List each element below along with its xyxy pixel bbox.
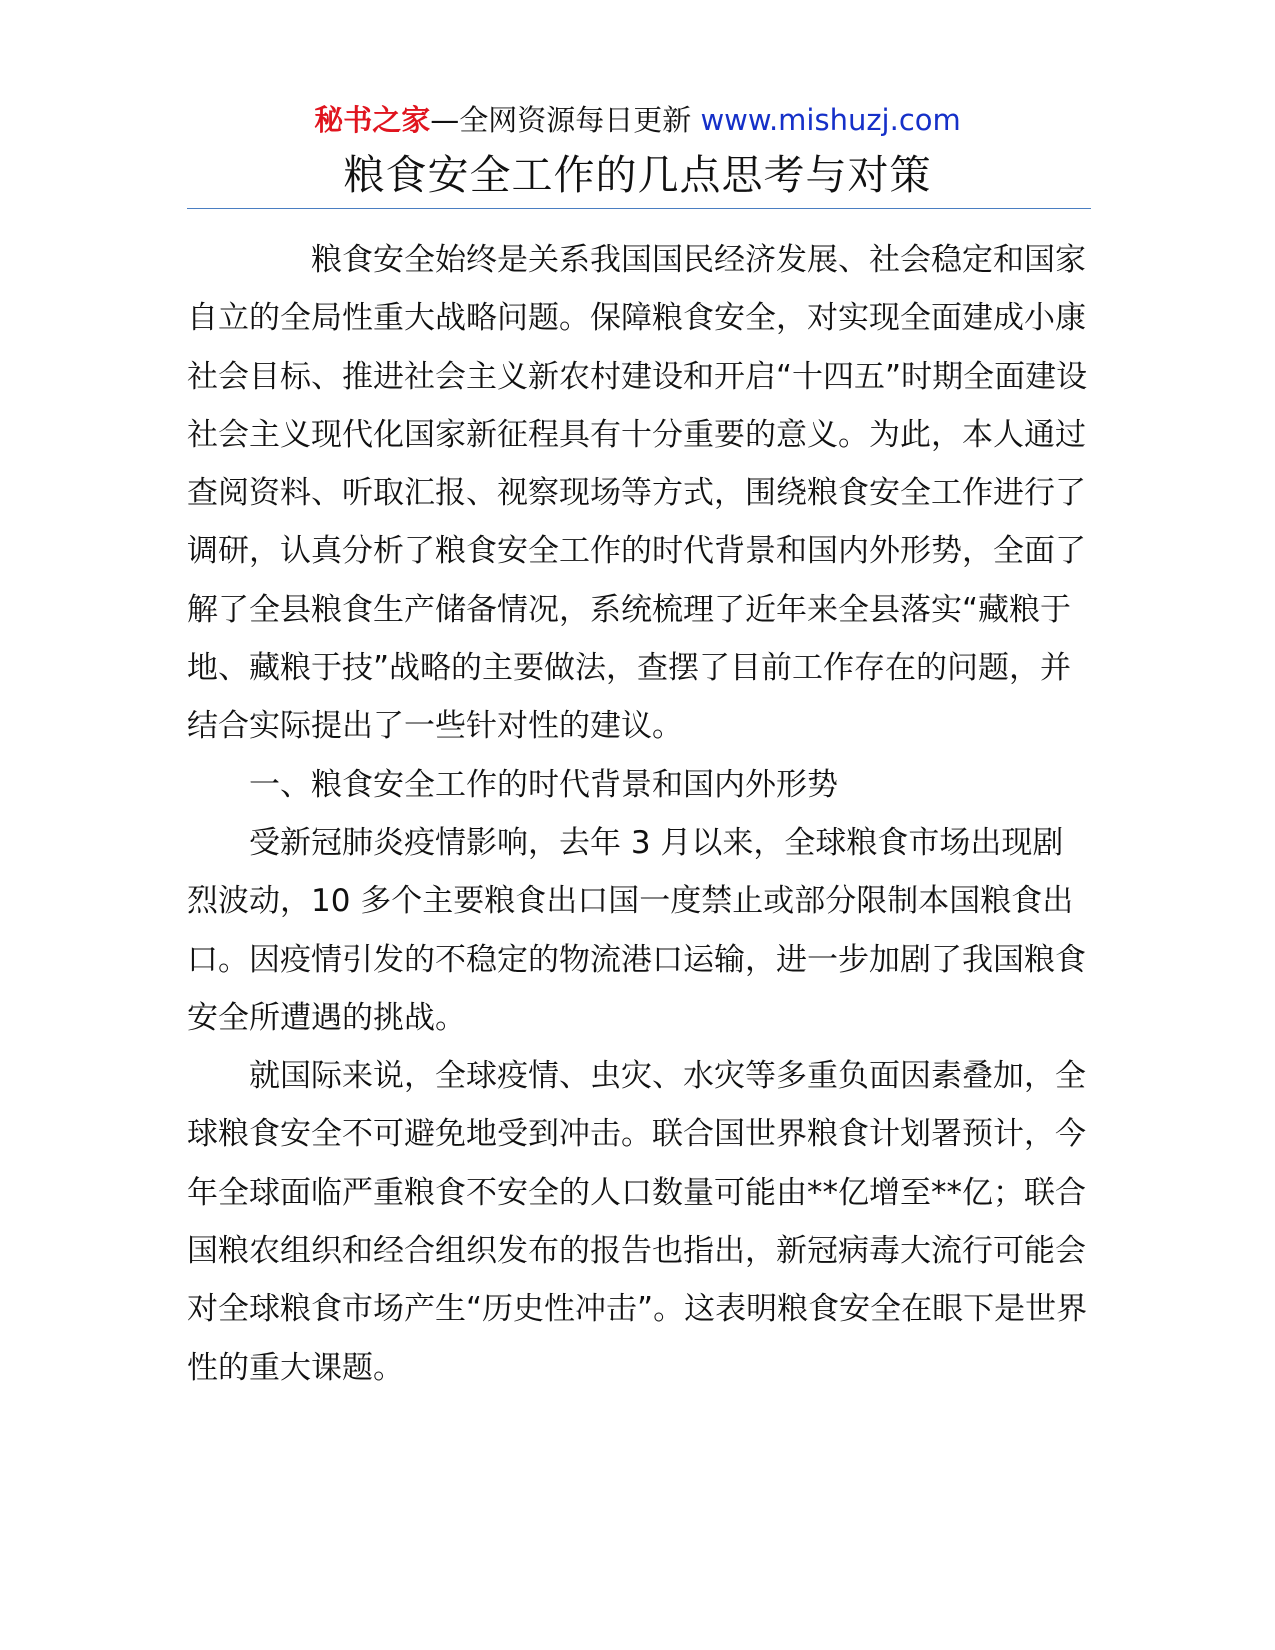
document-body	[187, 231, 1091, 1397]
body-paragraph: 受新冠肺炎疫情影响，去年 3 月以来，全球粮食市场出现剧烈波动，10 多个主要粮食出口国一度禁止或部分限制本国粮食出口。因疫情引发的不稳定的物流港口运输，进一步加剧了我国粮食安全所遭遇的挑战。	[187, 824, 1086, 1036]
title-divider	[187, 208, 1091, 209]
site-url-link[interactable]: www.mishuzj.com	[700, 103, 961, 137]
document-title: 粮食安全工作的几点思考与对策	[343, 151, 932, 199]
intro-paragraph: 粮食安全始终是关系我国国民经济发展、社会稳定和国家自立的全局性重大战略问题。保障粮食安全，对实现全面建成小康社会目标、推进社会主义新农村建设和开启“十四五”时期全面建设社会主义现代化国家新征程具有十分重要的意义。为此，本人通过查阅资料、听取汇报、视察现场等方式，围绕粮食安全工作进行了调研，认真分析了粮食安全工作的时代背景和国内外形势，全面了解了全县粮食生产储备情况，系统梳理了近年来全县落实“藏粮于地、藏粮于技”战略的主要做法，查摆了目前工作存在的问题，并结合实际提出了一些针对性的建议。	[187, 242, 1088, 745]
brand-name: 秘书之家	[314, 103, 431, 137]
body-paragraph: 就国际来说，全球疫情、虫灾、水灾等多重负面因素叠加，全球粮食安全不可避免地受到冲击。联合国世界粮食计划署预计，今年全球面临严重粮食不安全的人口数量可能由**亿增至**亿；联合国粮农组织和经合组织发布的报告也指出，新冠病毒大流行可能会对全球粮食市场产生“历史性冲击”。这表明粮食安全在眼下是世界性的重大课题。	[187, 1058, 1088, 1386]
page-header	[0, 98, 1275, 142]
header-tagline: —全网资源每日更新	[430, 103, 692, 137]
section-heading: 一、粮食安全工作的时代背景和国内外形势	[249, 766, 838, 803]
